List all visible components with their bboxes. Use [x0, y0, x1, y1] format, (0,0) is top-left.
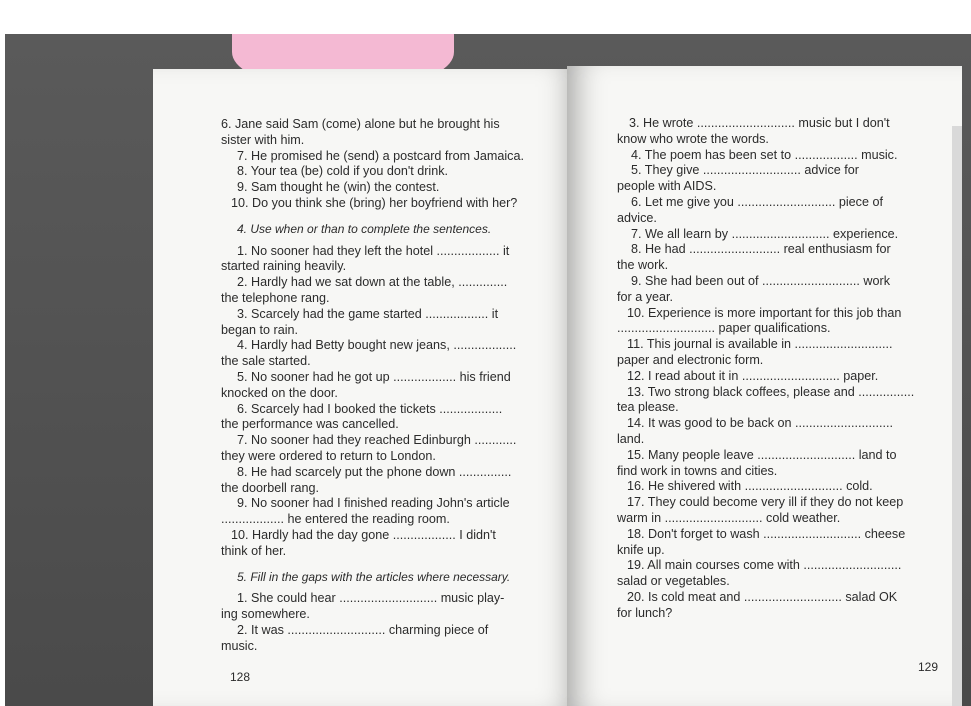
- text-line: 2. Hardly had we sat down at the table, ..............: [237, 275, 508, 290]
- exercise-5-heading: 5. Fill in the gaps with the articles where necessary.: [237, 569, 511, 584]
- text-line: 9. Sam thought he (win) the contest.: [237, 180, 440, 195]
- left-page: [153, 69, 581, 706]
- text-line: 10. Hardly had the day gone .................. I didn't: [231, 527, 496, 542]
- text-line: 8. Your tea (be) cold if you don't drink.: [237, 164, 449, 179]
- text-line: 7. He promised he (send) a postcard from Jamaica.: [237, 148, 524, 163]
- text-line: 11. This journal is available in ............................: [627, 337, 893, 352]
- text-line: 7. We all learn by ............................ experience.: [631, 226, 899, 241]
- text-line: find work in towns and cities.: [617, 463, 778, 478]
- text-line: knocked on the door.: [221, 385, 338, 400]
- text-line: 20. Is cold meat and ............................ salad OK: [627, 589, 898, 604]
- text-line: 6. Scarcely had I booked the tickets ..................: [237, 401, 503, 416]
- text-line: 15. Many people leave ............................ land to: [627, 447, 897, 462]
- text-line: 10. Experience is more important for this job than: [627, 305, 902, 320]
- text-line: 3. Scarcely had the game started .................. it: [237, 306, 499, 321]
- text-line: 6. Jane said Sam (come) alone but he brought his: [221, 117, 500, 131]
- text-line: started raining heavily.: [221, 259, 347, 274]
- page-number: 128: [230, 670, 251, 684]
- text-line: 2. It was ............................ charming piece of: [237, 622, 489, 637]
- text-line: the doorbell rang.: [221, 480, 320, 495]
- text-line: 8. He had scarcely put the phone down ...............: [237, 464, 512, 479]
- text-line: the work.: [617, 258, 669, 273]
- text-line: salad or vegetables.: [617, 574, 730, 589]
- right-page-text: [617, 116, 929, 622]
- text-line: the sale started.: [221, 354, 311, 369]
- text-line: 9. She had been out of ............................ work: [631, 273, 891, 288]
- text-line: paper and electronic form.: [617, 352, 764, 367]
- text-line: 5. No sooner had he got up .................. his friend: [237, 369, 511, 384]
- text-line: 19. All main courses come with ............................: [627, 558, 902, 573]
- text-line: 4. The poem has been set to .................. music.: [631, 147, 898, 162]
- text-line: know who wrote the words.: [617, 131, 769, 146]
- exercise-4-heading: 4. Use when or than to complete the sentences.: [237, 221, 492, 236]
- text-line: 16. He shivered with ............................ cold.: [627, 479, 873, 494]
- text-line: the telephone rang.: [221, 290, 330, 305]
- text-line: 1. She could hear ............................ music play-: [237, 591, 505, 606]
- text-line: people with AIDS.: [617, 179, 717, 194]
- text-line: 4. Hardly had Betty bought new jeans, ..................: [237, 338, 517, 353]
- text-line: 1. No sooner had they left the hotel .................. it: [237, 243, 510, 258]
- text-line: 10. Do you think she (bring) her boyfriend with her?: [231, 195, 518, 210]
- text-line: 18. Don't forget to wash ............................ cheese: [627, 526, 906, 541]
- text-line: 5. They give ............................ advice for: [631, 163, 859, 178]
- text-line: warm in ............................ cold weather.: [617, 510, 841, 525]
- text-line: 13. Two strong black coffees, please and ................: [627, 384, 915, 399]
- text-line: 12. I read about it in ............................ paper.: [627, 368, 879, 383]
- text-line: began to rain.: [221, 322, 299, 337]
- text-line: the performance was cancelled.: [221, 417, 399, 432]
- text-line: 14. It was good to be back on ............................: [627, 416, 893, 431]
- text-line: they were ordered to return to London.: [221, 448, 436, 463]
- right-page: [567, 66, 962, 706]
- text-line: tea please.: [617, 400, 679, 415]
- text-line: 7. No sooner had they reached Edinburgh ............: [237, 433, 517, 448]
- text-line: ............................ paper qualifications.: [617, 321, 831, 336]
- text-line: 3. He wrote ............................ music but I don't: [629, 116, 890, 130]
- text-line: 17. They could become very ill if they do not keep: [627, 495, 904, 510]
- left-page-text: [221, 117, 539, 655]
- text-line: advice.: [617, 210, 657, 225]
- text-line: ing somewhere.: [221, 607, 310, 622]
- text-line: land.: [617, 431, 645, 446]
- text-line: knife up.: [617, 542, 665, 557]
- text-line: .................. he entered the reading room.: [221, 512, 450, 527]
- page-number: 129: [918, 660, 939, 674]
- page-edge: [952, 126, 962, 706]
- text-line: sister with him.: [221, 132, 305, 147]
- text-line: for a year.: [617, 289, 674, 304]
- text-line: 8. He had .......................... real enthusiasm for: [631, 242, 891, 257]
- text-line: for lunch?: [617, 605, 673, 620]
- text-line: 9. No sooner had I finished reading John's article: [237, 496, 510, 511]
- text-line: think of her.: [221, 543, 287, 558]
- text-line: music.: [221, 638, 258, 653]
- text-line: 6. Let me give you ............................ piece of: [631, 194, 883, 209]
